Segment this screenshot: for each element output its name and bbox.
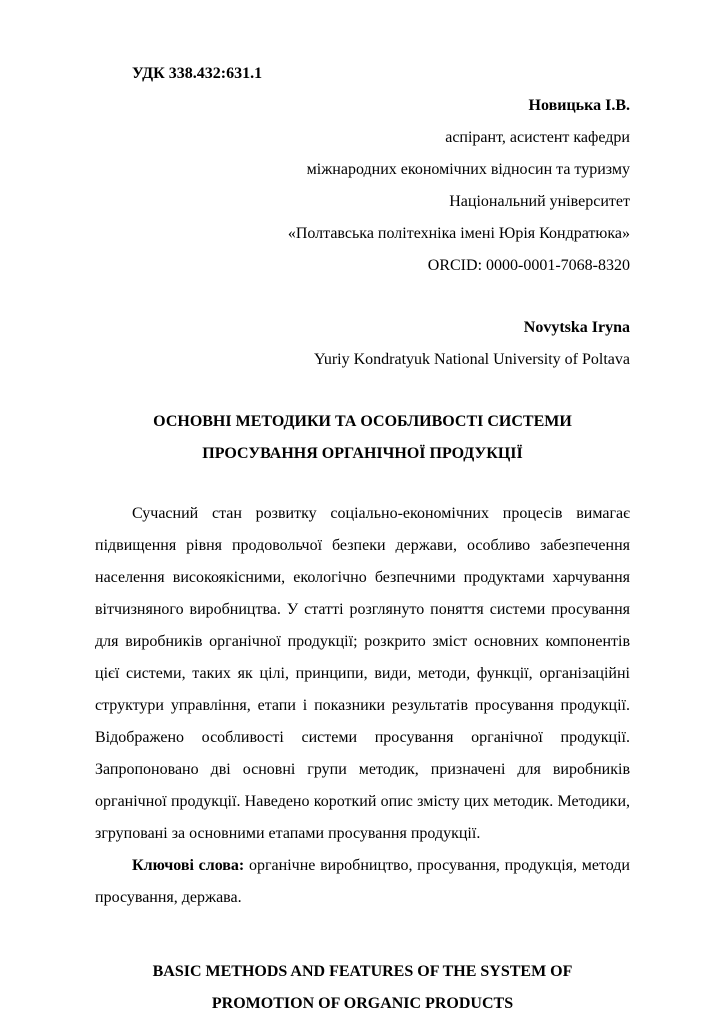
author-affiliation-en: Yuriy Kondratyuk National University of Poltava (314, 351, 630, 368)
author-university-line-2: «Полтавська політехніка імені Юрія Кондратюка» (287, 225, 630, 242)
abstract-paragraph: Сучасний стан розвитку соціально-економічних процесів вимагає підвищення рівня продовольчої безпеки держави, особливо забезпечення населення високоякісними, екологічно безпечними продуктами харчування вітчизняного виробництва. У статті розглянуто поняття системи просування для виробників органічної продукції; розкрито зміст основних компонентів цієї системи, таких як цілі, принципи, види, методи, функції, організаційні структури управління, етапи і показники результатів просування продукції. Відображено особливості системи просування органічної продукції. Запропоновано дві основні групи методик, призначені для виробників органічної продукції. Наведено короткий опис змісту цих методик. Методики, згруповані за основними етапами просування продукції. (95, 505, 630, 842)
keywords-label: Ключові слова: (132, 857, 245, 874)
article-title-en (95, 956, 630, 1020)
article-title-ua-line-1: ОСНОВНІ МЕТОДИКИ ТА ОСОБЛИВОСТІ СИСТЕМИ (153, 413, 572, 430)
keywords-text: органічне виробництво, просування, продукція, методи просування, держава. (95, 857, 630, 906)
keywords-paragraph (95, 850, 630, 914)
article-title-ua-line-2: ПРОСУВАННЯ ОРГАНІЧНОЇ ПРОДУКЦІЇ (202, 445, 523, 462)
author-position-line-1: аспірант, асистент кафедри (445, 129, 630, 146)
author-orcid: ORCID: 0000-0001-7068-8320 (427, 257, 630, 274)
author-university-line-1: Національний університет (449, 193, 630, 210)
article-title-en-line-1: BASIC METHODS AND FEATURES OF THE SYSTEM OF (152, 963, 573, 980)
article-title-ua (95, 406, 630, 470)
author-block-en (95, 312, 630, 376)
article-title-en-line-2: PROMOTION OF ORGANIC PRODUCTS (211, 995, 514, 1012)
udc-code: УДК 338.432:631.1 (132, 65, 263, 82)
author-position-line-2: міжнародних економічних відносин та туризму (306, 161, 630, 178)
author-name-en: Novytska Iryna (523, 319, 630, 336)
author-block-ua (95, 90, 630, 282)
author-name-ua: Новицька І.В. (528, 97, 630, 114)
